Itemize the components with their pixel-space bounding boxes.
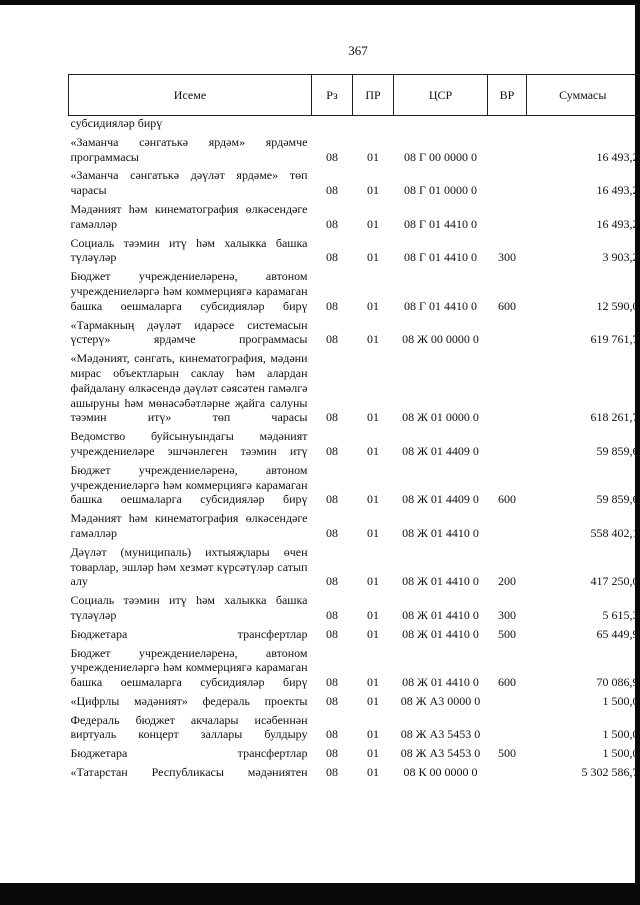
cell-pr: 01 [367,298,379,313]
cell-csr: 08 Ж 01 4410 0 [402,525,479,540]
cell-sum: 12 590,0 [596,298,639,313]
cell-csr: 08 Ж А3 5453 0 [400,727,481,742]
cell-rz: 08 [326,626,338,641]
cell-csr: 08 Ж 01 4409 0 [402,443,479,458]
table-row [69,131,639,165]
cell-vr: 300 [498,607,516,622]
cell-vr [488,347,527,425]
cell-name: «Цифрлы мәдәният» федераль проекты [70,693,308,708]
cell-csr: 08 Ж 01 4410 0 [402,626,479,641]
cell-rz: 08 [326,746,338,761]
cell-pr: 01 [367,250,379,265]
cell-rz: 08 [326,250,338,265]
cell-pr: 01 [367,727,379,742]
table-header-row [69,75,639,116]
table-row [69,623,639,642]
cell-pr: 01 [367,626,379,641]
cell-sum: 3 903,2 [602,250,639,265]
cell-name: Бюджет учреждениеләренә, автоном учреждениеләргә һәм коммерциягә карамаган башка оешмаларга субсидияләр бирү [70,645,308,690]
table-row [69,164,639,198]
cell-sum: 65 449,9 [596,626,639,641]
cell-csr: 08 Ж 01 4410 0 [402,574,479,589]
cell-pr: 01 [367,410,379,425]
cell-vr: 200 [498,574,516,589]
cell-name: субсидияләр бирү [70,116,163,130]
table-row [69,314,639,348]
cell-rz: 08 [326,525,338,540]
cell-rz: 08 [326,693,338,708]
cell-pr: 01 [367,607,379,622]
cell-name: Мәдәният һәм кинематография өлкәсендәге гамәлләр [70,511,308,540]
cell-sum: 59 859,6 [596,492,639,507]
table-row [69,507,639,541]
cell-csr: 08 Г 00 0000 0 [404,149,477,164]
cell-rz: 08 [326,765,338,780]
cell-csr: 08 Г 01 4410 0 [404,298,477,313]
cell-pr: 01 [367,574,379,589]
cell-pr: 01 [367,746,379,761]
cell-vr [488,507,527,541]
table-row [69,761,639,780]
cell-name: «Мәдәният, сәнгать, кинематография, мәдәни мирас объектларын саклау һәм алардан файдалану өлкәсендә дәүләт сәясәтен гамәлгә ашыруны һәм мөнәсәбәтләрне җайга салуны тәэмин итү» төп чарасы [70,351,308,425]
cell-vr [488,131,527,165]
cell-vr [488,761,527,780]
table-row [69,642,639,690]
cell-pr: 01 [367,675,379,690]
cell-sum: 16 493,2 [596,149,639,164]
cell-rz: 08 [326,149,338,164]
cell-csr: 08 Ж А3 0000 0 [400,693,481,708]
scan-edge-top [0,0,640,5]
cell-vr [488,116,527,131]
cell-rz: 08 [326,216,338,231]
cell-name: Социаль тәэмин итү һәм халыкка башка түләүләр [70,593,308,622]
cell-csr: 08 Г 01 4410 0 [404,250,477,265]
cell-csr: 08 Ж 01 4410 0 [402,607,479,622]
cell-rz: 08 [326,727,338,742]
cell-sum: 59 859,6 [596,443,639,458]
header-sum: Суммасы [527,75,639,116]
cell-vr [488,314,527,348]
table-row [69,116,639,131]
cell-sum: 5 302 586,7 [581,765,639,780]
cell-vr [488,164,527,198]
cell-name: Дәүләт (муниципаль) ихтыяҗлары өчен товарлар, эшләр һәм хезмәт күрсәтүләр сатып алу [70,544,308,589]
cell-rz: 08 [326,443,338,458]
scan-edge-bottom [0,883,640,905]
cell-name: Бюджетара трансфертлар [70,746,308,761]
cell-csr [394,116,488,131]
table-row [69,198,639,232]
table-row [69,742,639,761]
cell-csr: 08 Г 01 4410 0 [404,216,477,231]
table-row [69,425,639,459]
cell-rz: 08 [326,298,338,313]
cell-vr [488,709,527,743]
cell-pr: 01 [367,216,379,231]
cell-rz: 08 [326,492,338,507]
cell-sum: 619 761,7 [590,332,639,347]
cell-csr: 08 Ж 01 4410 0 [402,675,479,690]
cell-name: «Татарстан Республикасы мәдәниятен [70,765,308,780]
cell-name: Социаль тәэмин итү һәм халыкка башка түләүләр [70,235,308,265]
cell-pr: 01 [367,183,379,198]
table-row [69,347,639,425]
cell-rz: 08 [326,332,338,347]
cell-pr: 01 [367,765,379,780]
cell-name: «Заманча сәнгатькә дәүләт ярдәме» төп чарасы [70,168,308,198]
cell-pr: 01 [367,332,379,347]
cell-csr: 08 К 00 0000 0 [403,765,478,780]
table-row [69,265,639,313]
table-row [69,459,639,507]
cell-vr: 600 [498,298,516,313]
cell-name: «Тармакның дәүләт идарәсе системасын үстерү» ярдәмче программасы [70,317,308,347]
header-name: Исеме [69,75,312,116]
cell-rz: 08 [326,574,338,589]
cell-pr: 01 [367,693,379,708]
header-rz: Рз [312,75,353,116]
table-row [69,690,639,709]
cell-name: «Заманча сәнгатькә ярдәм» ярдәмче программасы [70,134,308,164]
cell-sum: 1 500,0 [602,746,639,761]
table-row [69,709,639,743]
cell-sum: 1 500,0 [602,693,639,708]
cell-sum: 618 261,7 [590,410,639,425]
cell-vr [488,198,527,232]
cell-rz: 08 [326,410,338,425]
cell-rz [312,116,353,131]
cell-sum: 70 086,9 [596,675,639,690]
cell-name: Бюджет учреждениеләренә, автоном учреждениеләргә һәм коммерциягә карамаган башка оешмаларга субсидияләр бирү [70,269,308,313]
cell-name: Мәдәният һәм кинематография өлкәсендәге гамәлләр [70,201,308,231]
cell-sum: 1 500,0 [602,727,639,742]
cell-sum: 558 402,1 [590,525,639,540]
cell-name: Бюджетара трансфертлар [70,626,308,641]
header-vr: ВР [488,75,527,116]
cell-rz: 08 [326,183,338,198]
cell-csr: 08 Ж 01 0000 0 [402,410,479,425]
cell-name: Федераль бюджет акчалары исәбеннән виртуаль концерт заллары булдыру [70,712,308,742]
cell-name: Бюджет учреждениеләренә, автоном учреждениеләргә һәм коммерциягә карамаган башка оешмаларга субсидияләр бирү [70,462,308,507]
cell-rz: 08 [326,675,338,690]
cell-vr: 500 [498,746,516,761]
cell-pr: 01 [367,443,379,458]
cell-vr: 600 [498,492,516,507]
cell-sum: 16 493,2 [596,183,639,198]
cell-pr [353,116,394,131]
cell-sum: 417 250,0 [590,574,639,589]
cell-pr: 01 [367,492,379,507]
cell-csr: 08 Ж 01 4409 0 [402,492,479,507]
table-row [69,541,639,589]
cell-pr: 01 [367,525,379,540]
cell-vr [488,425,527,459]
table-row [69,589,639,623]
cell-csr: 08 Г 01 0000 0 [404,183,477,198]
cell-csr: 08 Ж А3 5453 0 [400,746,481,761]
cell-pr: 01 [367,149,379,164]
page-number: 367 [348,43,368,58]
table-row [69,232,639,266]
header-csr: ЦСР [394,75,488,116]
cell-rz: 08 [326,607,338,622]
cell-vr: 500 [498,626,516,641]
cell-vr: 300 [498,250,516,265]
cell-sum [527,116,639,131]
cell-vr [488,690,527,709]
header-pr: ПР [353,75,394,116]
cell-name: Ведомство буйсынуындагы мәдәният учреждениеләре эшчәнлеген тәэмин итү [70,429,308,458]
cell-sum: 16 493,2 [596,216,639,231]
cell-csr: 08 Ж 00 0000 0 [402,332,479,347]
cell-vr: 600 [498,675,516,690]
cell-sum: 5 615,3 [602,607,639,622]
budget-table [68,74,639,780]
